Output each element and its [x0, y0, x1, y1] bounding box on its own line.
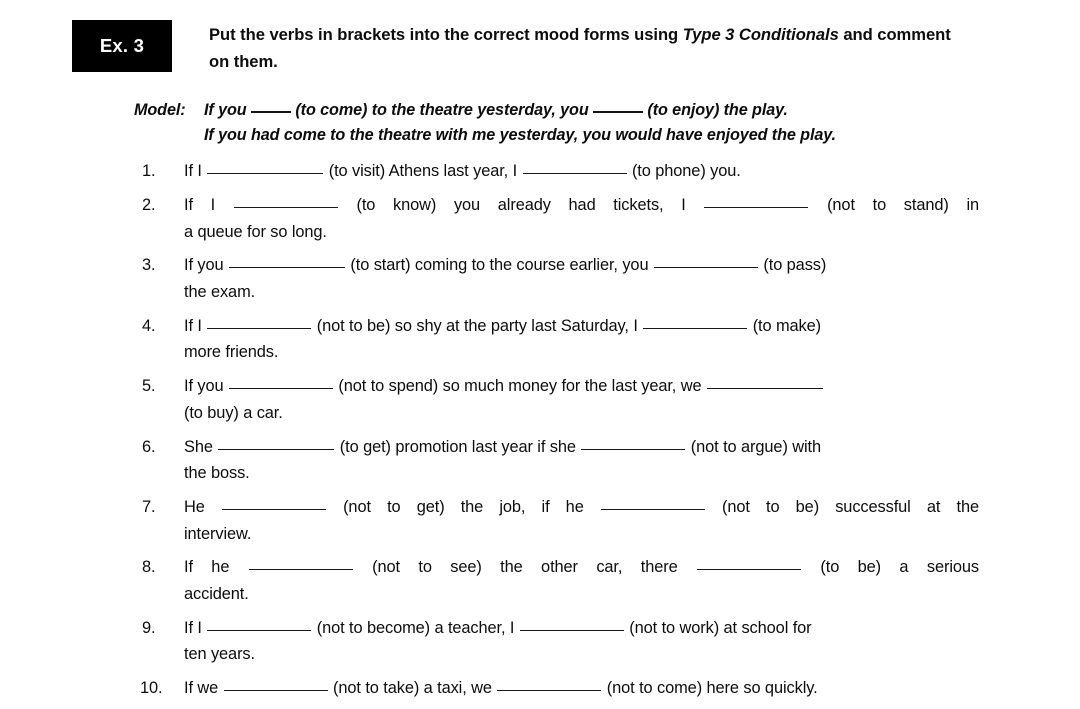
list-item	[140, 158, 1008, 185]
exercise-item-list	[140, 158, 1008, 709]
model-prompt-segment-2: (to come) to the theatre yesterday, you	[290, 101, 594, 119]
item-segment-3: (not to stand) in	[809, 195, 979, 214]
item-text	[184, 554, 979, 607]
item-number: 8.	[142, 558, 156, 577]
item-segment-1: If we	[184, 679, 223, 698]
item-text	[184, 313, 979, 366]
item-line-continuation: (to buy) a car.	[184, 403, 283, 422]
list-item	[140, 313, 1008, 366]
item-line-continuation: more friends.	[184, 343, 279, 362]
item-segment-2: (to visit) Athens last year, I	[324, 162, 522, 181]
item-segment-1: If I	[184, 195, 233, 214]
item-segment-2: (not to see) the other car, there	[353, 558, 696, 577]
answer-blank[interactable]	[581, 434, 685, 450]
item-text	[184, 252, 979, 305]
item-line	[184, 158, 979, 185]
instruction-text-part2: and comment on them.	[209, 25, 951, 71]
instruction-text-part1: Put the verbs in brackets into the correct mood forms using	[209, 25, 683, 44]
item-segment-3: (not to argue) with	[686, 437, 821, 456]
exercise-header	[72, 20, 1000, 76]
item-segment-1: If he	[184, 558, 248, 577]
list-item	[140, 675, 1008, 702]
answer-blank[interactable]	[218, 434, 334, 450]
item-text	[184, 494, 979, 547]
item-segment-2: (not to get) the job, if he	[326, 498, 600, 517]
answer-blank[interactable]	[523, 158, 627, 174]
list-item	[140, 494, 1008, 547]
item-segment-1: If I	[184, 618, 207, 637]
answer-blank[interactable]	[224, 675, 328, 691]
item-line	[184, 373, 979, 400]
model-prompt-segment-3: (to enjoy) the play.	[643, 101, 788, 119]
item-text	[184, 192, 979, 245]
answer-blank[interactable]	[249, 554, 353, 570]
list-item	[140, 373, 1008, 426]
item-segment-1: She	[184, 437, 218, 456]
answer-blank[interactable]	[207, 158, 323, 174]
item-segment-3: (not to come) here so quickly.	[602, 679, 818, 698]
answer-blank[interactable]	[497, 675, 601, 691]
exercise-number-label: Ex. 3	[99, 35, 145, 56]
item-segment-2: (not to be) so shy at the party last Saturday, I	[312, 316, 643, 335]
answer-blank[interactable]	[207, 615, 311, 631]
item-text	[184, 675, 979, 702]
item-line	[184, 434, 979, 461]
item-segment-2: (not to take) a taxi, we	[328, 679, 497, 698]
list-item	[140, 554, 1008, 607]
item-line-continuation: accident.	[184, 585, 249, 604]
item-segment-3: (to make)	[748, 316, 822, 335]
model-line-prompt	[134, 98, 836, 123]
item-line-continuation: the exam.	[184, 282, 256, 301]
list-item	[140, 434, 1008, 487]
model-line-answer	[134, 123, 836, 148]
model-block	[134, 98, 836, 149]
item-text	[184, 615, 979, 668]
model-prompt-text	[204, 98, 836, 123]
list-item	[140, 192, 1008, 245]
answer-blank[interactable]	[704, 192, 808, 208]
item-segment-1: If you	[184, 256, 228, 275]
item-line-continuation: the boss.	[184, 464, 250, 483]
item-segment-2: (to know) you already had tickets, I	[338, 195, 704, 214]
item-segment-3: (to phone) you.	[627, 162, 741, 181]
item-text	[184, 158, 979, 185]
item-line-continuation: interview.	[184, 524, 252, 543]
exercise-number-tag	[72, 20, 172, 72]
item-number: 2.	[142, 195, 156, 214]
item-segment-1: If I	[184, 162, 207, 181]
item-segment-2: (to start) coming to the course earlier, you	[345, 256, 653, 275]
list-item	[140, 615, 1008, 668]
item-line	[184, 615, 979, 642]
item-segment-2: (to get) promotion last year if she	[335, 437, 581, 456]
item-line	[184, 192, 979, 219]
item-text	[184, 373, 979, 426]
answer-blank[interactable]	[222, 494, 326, 510]
answer-blank[interactable]	[229, 373, 333, 389]
answer-blank[interactable]	[697, 554, 801, 570]
list-item	[140, 252, 1008, 305]
model-blank-2	[593, 111, 643, 113]
item-number: 10.	[140, 679, 163, 698]
item-number: 3.	[142, 256, 156, 275]
item-line	[184, 313, 979, 340]
instruction-emphasis: Type 3 Conditionals	[682, 25, 839, 44]
item-number: 7.	[142, 497, 156, 516]
answer-blank[interactable]	[520, 615, 624, 631]
model-prompt-segment-1: If you	[204, 101, 251, 119]
item-segment-2: (not to spend) so much money for the last year, we	[333, 377, 706, 396]
item-segment-3: (not to be) successful at the	[705, 498, 979, 517]
model-blank-1	[251, 111, 291, 113]
item-segment-1: If I	[184, 316, 207, 335]
answer-blank[interactable]	[707, 373, 823, 389]
model-label: Model:	[134, 101, 186, 119]
answer-blank[interactable]	[229, 252, 345, 268]
item-segment-3: (to be) a serious	[802, 558, 979, 577]
answer-blank[interactable]	[601, 494, 705, 510]
item-line	[184, 554, 979, 581]
item-segment-3: (to pass)	[758, 256, 827, 275]
item-line-continuation: ten years.	[184, 645, 255, 664]
item-number: 6.	[142, 437, 156, 456]
exercise-instruction	[209, 20, 974, 76]
model-answer-text: If you had come to the theatre with me yesterday, you would have enjoyed the play.	[204, 126, 836, 145]
answer-blank[interactable]	[234, 192, 338, 208]
item-number: 9.	[142, 618, 156, 637]
item-line	[184, 494, 979, 521]
item-segment-2: (not to become) a teacher, I	[312, 618, 519, 637]
item-number: 5.	[142, 377, 156, 396]
item-number: 1.	[142, 162, 156, 180]
answer-blank[interactable]	[643, 313, 747, 329]
item-segment-1: If you	[184, 377, 228, 396]
item-line	[184, 252, 979, 279]
item-text	[184, 434, 979, 487]
answer-blank[interactable]	[207, 313, 311, 329]
item-line-continuation: a queue for so long.	[184, 222, 327, 241]
answer-blank[interactable]	[654, 252, 758, 268]
item-line	[184, 675, 979, 702]
item-segment-1: He	[184, 498, 221, 517]
item-number: 4.	[142, 316, 156, 335]
item-segment-3: (not to work) at school for	[624, 618, 812, 637]
